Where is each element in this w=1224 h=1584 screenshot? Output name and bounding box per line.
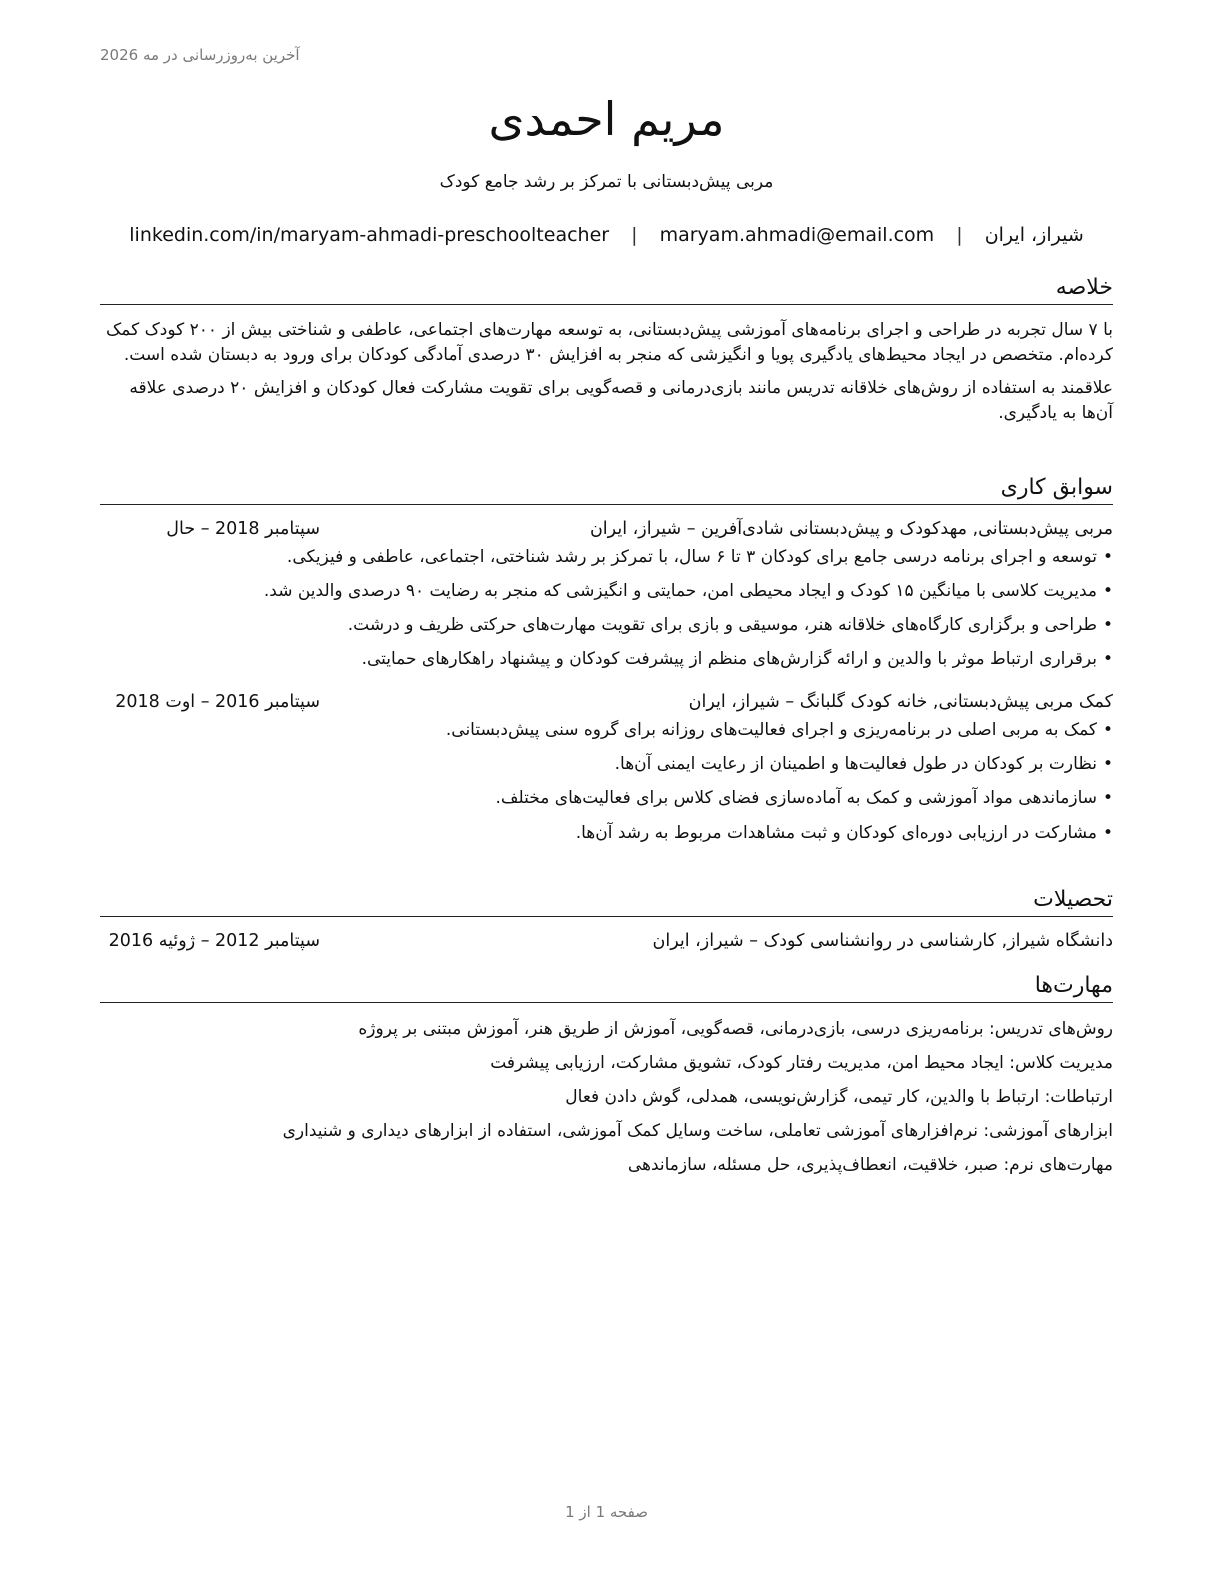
contact-linkedin[interactable]: linkedin.com/in/maryam-ahmadi-preschoolteacher: [129, 224, 610, 246]
skills-line: مهارت‌های نرم: صبر، خلاقیت، انعطاف‌پذیری، حل مسئله، سازماندهی: [627, 1155, 1113, 1176]
education-dates: سپتامبر 2012 – ژوئیه 2016: [108, 930, 320, 951]
contact-separator: |: [631, 224, 638, 246]
contact-line: [100, 224, 1113, 246]
education-title: دانشگاه شیراز, کارشناسی در روانشناسی کودک – شیراز، ایران: [652, 930, 1113, 951]
bullet-icon: •: [1102, 788, 1113, 809]
page-number: صفحه 1 از 1: [565, 1503, 648, 1521]
skills-heading: مهارت‌ها: [100, 972, 1113, 1003]
job-bullet-text: سازماندهی مواد آموزشی و کمک به آماده‌سازی فضای کلاس برای فعالیت‌های مختلف.: [495, 788, 1097, 809]
job-bullet-text: مشارکت در ارزیابی دوره‌ای کودکان و ثبت مشاهدات مربوط به رشد آن‌ها.: [575, 822, 1097, 843]
skills-line: ابزارهای آموزشی: نرم‌افزارهای آموزشی تعاملی، ساخت وسایل کمک آموزشی، استفاده از ابزارهای دیداری و شنیداری: [282, 1120, 1113, 1141]
job-bullet: [100, 545, 1113, 570]
last-updated-text: آخرین به‌روزرسانی در مه 2026: [100, 46, 300, 64]
job-bullet-text: برقراری ارتباط موثر با والدین و ارائه گزارش‌های منظم از پیشرفت کودکان و پیشنهاد راهکارهای حمایتی.: [361, 648, 1097, 669]
experience-section: [100, 474, 1113, 855]
bullet-icon: •: [1102, 822, 1113, 843]
job-bullet-text: کمک به مربی اصلی در برنامه‌ریزی و اجرای فعالیت‌های روزانه برای گروه سنی پیش‌دبستانی.: [445, 720, 1097, 741]
job-bullet: [100, 821, 1113, 846]
job-bullet-text: نظارت بر کودکان در طول فعالیت‌ها و اطمینان از رعایت ایمنی آن‌ها.: [614, 754, 1097, 775]
job-title: مربی پیش‌دبستانی, مهدکودک و پیش‌دبستانی شادی‌آفرین – شیراز، ایران: [589, 518, 1113, 539]
bullet-icon: •: [1102, 754, 1113, 775]
job-dates: سپتامبر 2016 – اوت 2018: [115, 692, 320, 713]
contact-separator: |: [956, 224, 963, 246]
job-header: [100, 519, 1113, 539]
contact-email[interactable]: maryam.ahmadi@email.com: [659, 224, 935, 246]
job-bullet-text: طراحی و برگزاری کارگاه‌های خلاقانه هنر، موسیقی و بازی برای تقویت مهارت‌های حرکتی ظریف و درشت.: [347, 614, 1097, 635]
job-entry: [100, 692, 1113, 846]
job-bullet: [100, 718, 1113, 743]
candidate-subtitle: مربی پیش‌دبستانی با تمرکز بر رشد جامع کودک: [439, 172, 774, 192]
job-entry: [100, 519, 1113, 673]
skills-section: [100, 972, 1113, 1187]
bullet-icon: •: [1102, 614, 1113, 635]
job-bullet-text: توسعه و اجرای برنامه درسی جامع برای کودکان ۳ تا ۶ سال، با تمرکز بر رشد شناختی، اجتماعی، عاطفی و فیزیکی.: [286, 546, 1097, 567]
job-bullet: [100, 752, 1113, 777]
education-section: [100, 886, 1113, 951]
resume-page: [100, 0, 1113, 1584]
job-header: [100, 692, 1113, 712]
bullet-icon: •: [1102, 720, 1113, 741]
skills-line: مدیریت کلاس: ایجاد محیط امن، مدیریت رفتار کودک، تشویق مشارکت، ارزیابی پیشرفت: [490, 1052, 1113, 1073]
job-bullet: [100, 786, 1113, 811]
job-bullet: [100, 647, 1113, 672]
summary-section: [100, 274, 1113, 426]
contact-location: شیراز، ایران: [984, 224, 1084, 246]
experience-heading: سوابق کاری: [100, 474, 1113, 505]
job-dates: سپتامبر 2018 – حال: [166, 518, 320, 539]
job-title: کمک مربی پیش‌دبستانی, خانه کودک گلبانگ – شیراز، ایران: [688, 692, 1113, 713]
education-heading: تحصیلات: [100, 886, 1113, 917]
skills-line: روش‌های تدریس: برنامه‌ریزی درسی، بازی‌درمانی، قصه‌گویی، آموزش از طریق هنر، آموزش مبتنی بر پروژه: [358, 1018, 1113, 1039]
summary-paragraph: با ۷ سال تجربه در طراحی و اجرای برنامه‌های آموزشی پیش‌دبستانی، به توسعه مهارت‌های اجتماعی، عاطفی و شناختی بیش از ۲۰۰ کودک کمک کرده‌ام. متخصص در ایجاد محیط‌های یادگیری پویا و انگیزشی که منجر به افزایش ۳۰ درصدی آمادگی کودکان برای ورود به دبستان شده است.: [106, 319, 1113, 365]
bullet-icon: •: [1102, 648, 1113, 669]
job-bullets: [100, 718, 1113, 846]
bullet-icon: •: [1102, 546, 1113, 567]
skills-line: ارتباطات: ارتباط با والدین، کار تیمی، گزارش‌نویسی، همدلی، گوش دادن فعال: [565, 1086, 1113, 1107]
candidate-name: مریم احمدی: [488, 92, 725, 146]
summary-heading: خلاصه: [100, 274, 1113, 305]
job-bullets: [100, 545, 1113, 673]
job-bullet: [100, 579, 1113, 604]
job-bullet: [100, 613, 1113, 638]
bullet-icon: •: [1102, 580, 1113, 601]
job-bullet-text: مدیریت کلاسی با میانگین ۱۵ کودک و ایجاد محیطی امن، حمایتی و انگیزشی که منجر به رضایت ۹۰ درصدی والدین شد.: [263, 580, 1097, 601]
education-entry: [100, 931, 1113, 951]
summary-paragraph: علاقمند به استفاده از روش‌های خلاقانه تدریس مانند بازی‌درمانی و قصه‌گویی برای تقویت مشارکت فعال کودکان و افزایش ۲۰ درصدی علاقه آن‌ها به یادگیری.: [129, 377, 1113, 423]
